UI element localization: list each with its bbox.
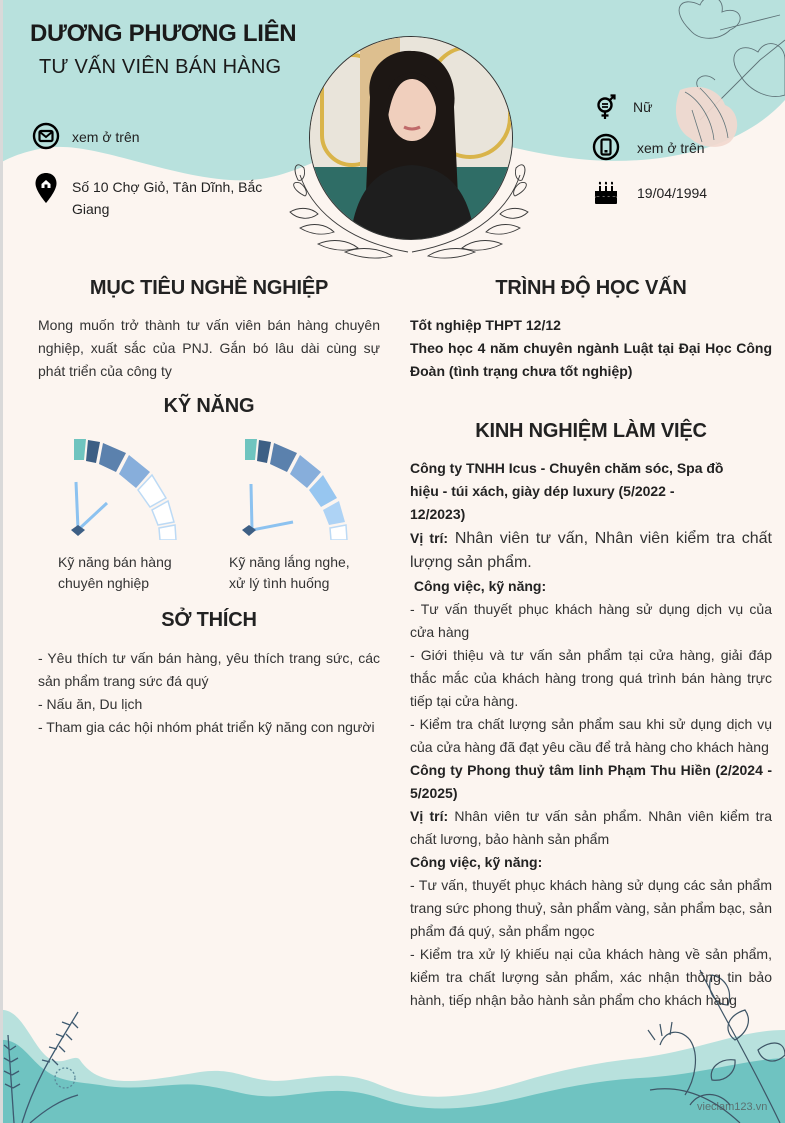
section-title-hobbies: SỞ THÍCH [161,609,257,631]
candidate-name: DƯƠNG PHƯƠNG LIÊN [30,20,297,47]
section-title-skills: KỸ NĂNG [163,395,255,417]
phone-value: xem ở trên [637,140,705,156]
gender-value: Nữ [633,99,653,115]
email-value: xem ở trên [72,129,140,145]
contact-email [32,122,140,150]
gender-icon [593,94,621,122]
job-task: - Kiểm tra xử lý khiếu nại của khách hàng về sản phẩm, kiểm tra chất lượng sản phẩm, xác nhận thông tin bảo hành, tiếp nhận bảo hành sản phẩm cho khách hàng [410,946,772,1008]
contact-phone [592,133,705,161]
hobbies-list [38,647,380,739]
section-title-experience: KINH NGHIỆM LÀM VIỆC [475,420,707,442]
education-list [410,314,772,383]
hobby-item: - Tham gia các hội nhóm phát triển kỹ năng con người [38,719,375,735]
birthday-value: 19/04/1994 [637,185,708,201]
skill-gauge-listening [237,432,352,545]
career-goal-text: Mong muốn trở thành tư vấn viên bán hàng chuyên nghiệp, xuất sắc của PNJ. Gắn bó lâu dài cùng sự phát triển của công ty [38,317,380,379]
section-title-education: TRÌNH ĐỘ HỌC VẤN [495,277,687,299]
mobile-phone-icon [592,133,620,161]
job-task: - Kiểm tra chất lượng sản phẩm sau khi sử dụng dịch vụ của cửa hàng đã đạt yêu cầu để trả hàng cho khách hàng [410,716,772,755]
contact-birthday [592,178,707,206]
candidate-role: TƯ VẤN VIÊN BÁN HÀNG [39,56,282,78]
job-company: Công ty Phong thuỷ tâm linh Phạm Thu Hiền (2/2024 - 5/2025) [410,762,772,801]
job-task: - Tư vấn, thuyết phục khách hàng sử dụng các sản phẩm trang sức phong thuỷ, sản phẩm vàng, sản phẩm bạc, sản phẩm đá quý, sản phẩm ngọc [410,877,772,939]
job-position: Vị trí: Nhân viên tư vấn sản phẩm. Nhân viên kiểm tra chất lương, bảo hành sản phẩm [410,808,772,847]
job-position: Vị trí: Nhân viên tư vấn, Nhân viên kiểm tra chất lượng sản phẩm. [410,530,772,571]
profile-photo-frame [288,34,528,260]
hobby-item: - Nấu ăn, Du lịch [38,696,143,712]
education-item: Theo học 4 năm chuyên ngành Luật tại Đại Học Công Đoàn (tình trạng chưa tốt nghiệp) [410,340,772,379]
contact-gender [593,94,652,122]
job-tasks-label: Công việc, kỹ năng: [410,854,543,870]
birthday-cake-icon [592,178,620,206]
job-tasks-label: Công việc, kỹ năng: [410,578,547,594]
education-item: Tốt nghiệp THPT 12/12 [410,317,561,333]
job-task: - Tư vấn thuyết phục khách hàng sử dụng dịch vụ của cửa hàng [410,601,772,640]
experience-job-1 [410,457,772,1012]
watermark: vieclam123.vn [697,1101,768,1113]
hobby-item: - Yêu thích tư vấn bán hàng, yêu thích trang sức, các sản phẩm trang sức đá quý [38,650,380,689]
job-company: Công ty TNHH Icus - Chuyên chăm sóc, Spa đồ hiệu - túi xách, giày dép luxury (5/2022 - 12/2023) [410,460,724,522]
address-value: Số 10 Chợ Giỏ, Tân Dĩnh, Bắc Giang [72,179,263,217]
skill-gauge-sales [66,432,181,545]
profile-photo [309,36,513,240]
job-task: - Giới thiệu và tư vấn sản phẩm tại cửa hàng, giải đáp thắc mắc của khách hàng trong quá trình bán hàng trực tiếp tại cửa hàng. [410,647,772,709]
skill-label-listening: Kỹ năng lắng nghe, xử lý tình huống [229,554,350,591]
envelope-icon [32,122,60,150]
page-edge [0,0,3,1123]
section-title-career-goal: MỤC TIÊU NGHỀ NGHIỆP [89,277,329,299]
map-pin-home-icon [32,172,60,204]
skill-label-sales: Kỹ năng bán hàng chuyên nghiệp [58,554,172,591]
contact-address [32,172,272,220]
